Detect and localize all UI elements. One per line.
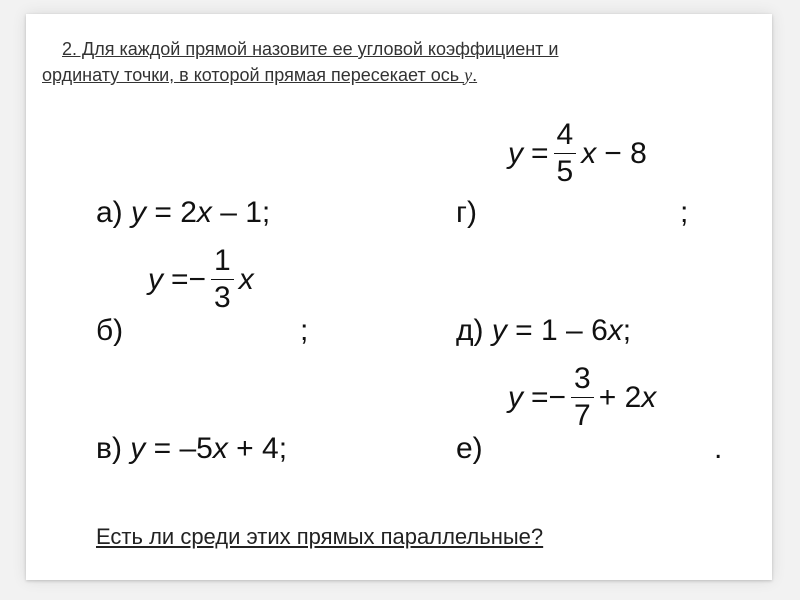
eq-part: = –5 xyxy=(145,432,213,465)
eq-rest: ; xyxy=(622,314,632,347)
x-var: х xyxy=(212,432,228,465)
end-g: ; xyxy=(680,196,689,229)
x-var: х xyxy=(196,196,212,229)
numerator: 1 xyxy=(214,244,231,277)
y-var: y xyxy=(148,262,163,296)
eq-rest: − 8 xyxy=(604,136,647,170)
slide xyxy=(26,14,772,580)
task-line-2 xyxy=(42,62,732,88)
y-var: у xyxy=(131,196,147,229)
y-var: у xyxy=(491,314,507,347)
equation-e-formula xyxy=(508,364,656,431)
equation-v xyxy=(96,432,287,466)
y-var: y xyxy=(508,380,523,414)
question-text: Есть ли среди этих прямых параллельные? xyxy=(96,524,544,549)
task-line-2-text: ординату точки, в которой прямая пересекает ось xyxy=(42,65,465,85)
task-line-1: 2. Для каждой прямой назовите ее угловой коэффициент и xyxy=(62,39,559,59)
equation-g-formula xyxy=(508,120,647,187)
fraction-b xyxy=(211,246,234,313)
numerator: 3 xyxy=(574,362,591,395)
x-var: x xyxy=(581,136,597,170)
numerator: 4 xyxy=(556,118,574,151)
equation-a xyxy=(96,196,270,230)
x-var: x xyxy=(238,262,254,296)
equation-d xyxy=(456,314,631,348)
y-var: y xyxy=(508,136,523,170)
end-b: ; xyxy=(300,314,309,347)
eq-part: = 2 xyxy=(146,196,197,229)
denominator: 7 xyxy=(571,397,594,431)
label-a: а) xyxy=(96,196,132,229)
axis-variable: у xyxy=(464,65,473,85)
end-e: . xyxy=(714,432,723,465)
eq-rest: – 1; xyxy=(211,196,271,229)
fraction-g xyxy=(554,120,577,187)
denominator: 5 xyxy=(554,153,577,187)
eq-sign: =− xyxy=(171,262,207,296)
label-e: е) xyxy=(456,432,483,465)
label-v: в) xyxy=(96,432,131,465)
x-var: x xyxy=(641,380,657,414)
label-g: г) xyxy=(456,196,477,229)
task-text xyxy=(42,36,732,88)
y-var: у xyxy=(130,432,146,465)
eq-part: = 1 – 6 xyxy=(506,314,608,347)
eq-sign: =− xyxy=(531,380,567,414)
denominator: 3 xyxy=(211,279,234,313)
label-d: д) xyxy=(456,314,492,347)
label-b: б) xyxy=(96,314,124,347)
equation-b-formula xyxy=(148,246,254,313)
x-var: х xyxy=(607,314,623,347)
eq-rest: + 2 xyxy=(598,380,642,414)
eq-sign: = xyxy=(531,136,549,170)
eq-rest: + 4; xyxy=(227,432,288,465)
task-line-2-end: . xyxy=(472,65,478,85)
fraction-e xyxy=(571,364,594,431)
